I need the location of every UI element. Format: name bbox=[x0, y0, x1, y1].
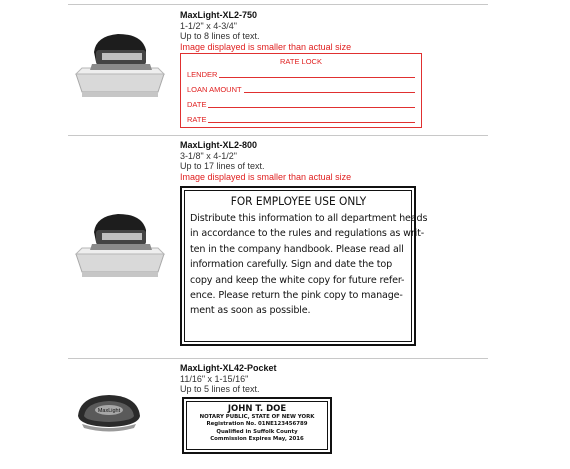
size-note: Image displayed is smaller than actual size bbox=[180, 171, 352, 182]
imprint-line: Qualified in Suffolk County bbox=[216, 428, 298, 435]
imprint-preview bbox=[180, 53, 422, 128]
product-lines: Up to 5 lines of text. bbox=[180, 384, 260, 394]
imprint-line: copy and keep the white copy for future refer- bbox=[190, 274, 405, 286]
product-name[interactable]: MaxLight-XL2-800 bbox=[180, 140, 258, 150]
imprint-field: RATE bbox=[187, 115, 415, 125]
imprint-line: Registration No. 01NE123456789 bbox=[206, 421, 308, 428]
product-name[interactable]: MaxLight-XL2-750 bbox=[180, 10, 258, 20]
imprint-line: information carefully. Sign and date the top bbox=[190, 259, 393, 271]
product-size: 3-1/8" x 4-1/2" bbox=[180, 150, 237, 161]
imprint-field: LOAN AMOUNT bbox=[187, 85, 415, 95]
product-info bbox=[180, 363, 277, 395]
svg-text:MaxLight: MaxLight bbox=[97, 408, 121, 414]
product-lines: Up to 8 lines of text. bbox=[180, 31, 260, 41]
imprint-line: NOTARY PUBLIC, STATE OF NEW YORK bbox=[199, 414, 315, 420]
imprint-title: RATE LOCK bbox=[280, 57, 322, 66]
product-info bbox=[180, 140, 351, 182]
product-lines: Up to 17 lines of text. bbox=[180, 161, 265, 171]
imprint-line: ment as soon as possible. bbox=[190, 305, 311, 317]
stamp-product-image[interactable] bbox=[72, 210, 168, 287]
imprint-preview bbox=[180, 186, 428, 346]
imprint-title: JOHN T. DOE bbox=[227, 404, 287, 414]
imprint-line: ence. Please return the pink copy to manage- bbox=[190, 290, 403, 302]
stamp-product-image[interactable] bbox=[72, 30, 168, 107]
imprint-line: ten in the company handbook. Please read all bbox=[190, 243, 404, 255]
imprint-preview bbox=[182, 397, 332, 454]
imprint-field: LENDER bbox=[187, 70, 415, 80]
imprint-line: Distribute this information to all department heads bbox=[190, 213, 428, 224]
divider bbox=[68, 358, 488, 359]
product-size: 1-1/2" x 4-3/4" bbox=[180, 20, 237, 31]
divider bbox=[68, 135, 488, 136]
divider bbox=[68, 4, 488, 5]
size-note: Image displayed is smaller than actual size bbox=[180, 41, 352, 52]
imprint-line: Commission Expires May, 2016 bbox=[210, 435, 304, 442]
imprint-title: FOR EMPLOYEE USE ONLY bbox=[230, 194, 367, 208]
imprint-line: in accordance to the rules and regulations as writ- bbox=[190, 228, 425, 240]
imprint-field: DATE bbox=[187, 100, 415, 110]
product-name[interactable]: MaxLight-XL42-Pocket bbox=[180, 363, 277, 373]
stamp-product-image[interactable] bbox=[74, 390, 144, 439]
product-size: 11/16" x 1-15/16" bbox=[180, 373, 249, 384]
product-info bbox=[180, 10, 351, 52]
